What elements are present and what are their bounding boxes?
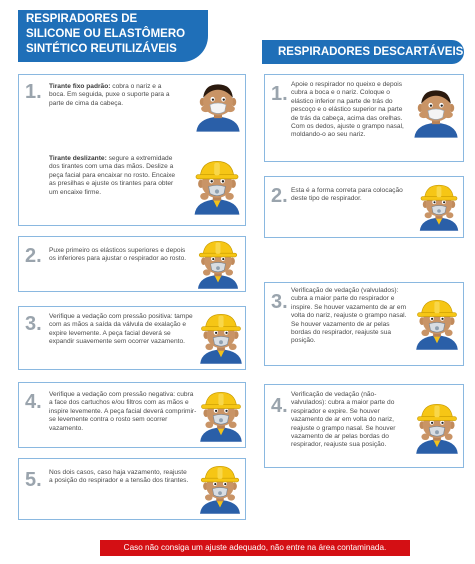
step-text-sliding-strap bbox=[49, 155, 181, 197]
step-text: Verifique a vedação com pressão positiva: tampe com as mãos a saída da válvula de exalação e expire levemente. A peça facial deverá se expandir suavemente sem ocorrer vazamento. bbox=[49, 313, 193, 346]
step-number: 2. bbox=[25, 245, 42, 267]
right-step-2-box bbox=[264, 176, 464, 238]
worker-illustration bbox=[191, 79, 245, 133]
section-header-disposable: RESPIRADORES DESCARTÁVEIS bbox=[262, 40, 464, 64]
right-step-1-box bbox=[264, 74, 464, 162]
step-number: 1. bbox=[25, 81, 42, 103]
step-text: Verificação de vedação (valvulados): cubra a maior parte do respirador e inspire. Se houver vazamento de ar em volta do nariz, reajuste o grampo nasal. Se houver vazamento de ar pelas bordas do respirador, reajuste sua posição. bbox=[291, 287, 407, 345]
step-number: 4. bbox=[271, 395, 288, 417]
step-body-sliding-strap: segure a extremidade dos tirantes com uma das mãos. Deslize a peça facial para encaixar no rosto. Encaixe as presilhas e ajuste os tirantes para obter um encaixe firme. bbox=[49, 155, 176, 196]
worker-illustration bbox=[415, 181, 463, 235]
step-number: 3. bbox=[271, 291, 288, 313]
step-number: 3. bbox=[25, 313, 42, 335]
header-line-2: SILICONE OU ELASTÔMERO bbox=[26, 28, 186, 40]
left-step-3-box bbox=[18, 306, 246, 370]
worker-illustration bbox=[409, 83, 463, 141]
worker-illustration bbox=[411, 295, 463, 355]
right-step-3-box bbox=[264, 282, 464, 366]
step-text-fixed-strap bbox=[49, 83, 179, 108]
worker-illustration bbox=[195, 463, 245, 517]
step-body-fixed-strap: cobra o nariz e a boca. Em seguida, puxe o suporte para a parte de cima da cabeça. bbox=[49, 83, 170, 107]
step-number: 5. bbox=[25, 469, 42, 491]
warning-banner: Caso não consiga um ajuste adequado, não entre na área contaminada. bbox=[100, 540, 410, 556]
step-text: Puxe primeiro os elásticos superiores e depois os inferiores para ajustar o respirador ao rosto. bbox=[49, 247, 187, 263]
step-text: Verifique a vedação com pressão negativa: cubra a face dos cartuchos e/ou filtros com as mãos e inspire levemente. A peça facial deverá comprimir-se levemente contra o rosto sem ocorrer vazamento. bbox=[49, 391, 197, 432]
step-number: 2. bbox=[271, 185, 288, 207]
worker-illustration bbox=[195, 311, 247, 367]
step-number: 1. bbox=[271, 83, 288, 105]
step-text: Apoie o respirador no queixo e depois cubra a boca e o nariz. Coloque o elástico inferior na parte de trás do pescoço e o elástico superior na parte de trás da cabeça, acima das orelhas. Com os dedos, ajuste o grampo nasal, moldando-o ao seu nariz. bbox=[291, 81, 404, 139]
right-step-4-box bbox=[264, 384, 464, 468]
header-line-3: SINTÉTICO REUTILIZÁVEIS bbox=[26, 43, 177, 55]
step-text: Verificação de vedação (não-valvulados): cubra a maior parte do respirador e expire. Se houver vazamento de ar em volta do nariz, reajuste o grampo nasal. Se houver vazamento de ar pelas bordas do respirador, reajuste sua posição. bbox=[291, 391, 396, 449]
step-number: 4. bbox=[25, 391, 42, 413]
left-step-2-box bbox=[18, 236, 246, 292]
step-title-fixed-strap: Tirante fixo padrão: bbox=[49, 83, 111, 90]
left-step-4-box bbox=[18, 382, 246, 448]
left-step-5-box bbox=[18, 458, 246, 520]
step-title-sliding-strap: Tirante deslizante: bbox=[49, 155, 107, 162]
step-text: Esta é a forma correta para colocação deste tipo de respirador. bbox=[291, 187, 403, 203]
worker-illustration bbox=[189, 159, 245, 217]
left-step-1-box bbox=[18, 74, 246, 226]
worker-illustration bbox=[193, 239, 243, 291]
section-header-reusable bbox=[18, 10, 208, 62]
worker-illustration bbox=[195, 389, 247, 445]
worker-illustration bbox=[411, 399, 463, 459]
step-text: Nos dois casos, caso haja vazamento, reajuste a posição do respirador e a tensão dos tirantes. bbox=[49, 469, 189, 485]
header-line-1: RESPIRADORES DE bbox=[26, 13, 138, 25]
